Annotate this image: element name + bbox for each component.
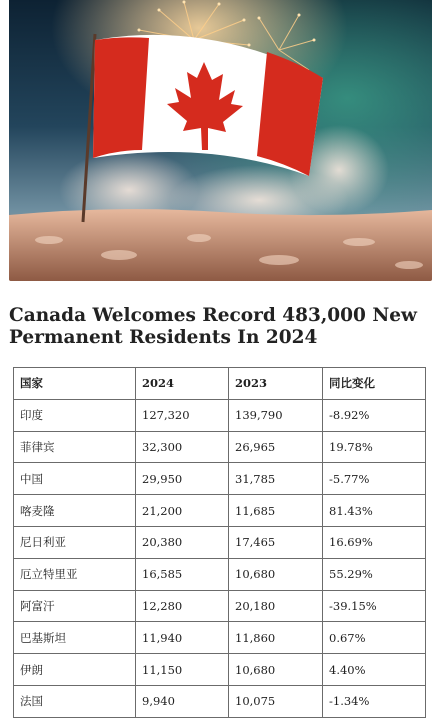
cell-2023: 10,075 <box>229 685 323 717</box>
cell-change: 16.69% <box>323 526 426 558</box>
cell-2023: 139,790 <box>229 399 323 431</box>
cell-change: 81.43% <box>323 495 426 527</box>
table-row <box>14 463 426 495</box>
cell-country: 巴基斯坦 <box>14 622 136 654</box>
cell-2024: 20,380 <box>136 526 229 558</box>
cell-2024: 11,150 <box>136 654 229 686</box>
cell-2023: 10,680 <box>229 654 323 686</box>
table-row <box>14 622 426 654</box>
header-2024: 2024 <box>136 368 229 400</box>
cell-2023: 11,685 <box>229 495 323 527</box>
cell-country: 喀麦隆 <box>14 495 136 527</box>
headline-line-1: Canada Welcomes Record 483,000 New <box>9 305 417 326</box>
cell-country: 阿富汗 <box>14 590 136 622</box>
cell-change: -1.34% <box>323 685 426 717</box>
header-yoy-change: 同比变化 <box>323 368 426 400</box>
cell-change: -5.77% <box>323 463 426 495</box>
cell-2024: 127,320 <box>136 399 229 431</box>
canada-flag-illustration <box>9 0 432 281</box>
table-row <box>14 495 426 527</box>
cell-2023: 20,180 <box>229 590 323 622</box>
cell-country: 印度 <box>14 399 136 431</box>
cell-change: -8.92% <box>323 399 426 431</box>
table-row <box>14 590 426 622</box>
article-headline <box>9 305 429 349</box>
cell-2024: 9,940 <box>136 685 229 717</box>
cell-2023: 17,465 <box>229 526 323 558</box>
table-header-row <box>14 368 426 400</box>
cell-change: 55.29% <box>323 558 426 590</box>
table-row <box>14 558 426 590</box>
table-row <box>14 526 426 558</box>
permanent-residents-table <box>13 367 426 718</box>
hero-image <box>9 0 432 281</box>
table-row <box>14 654 426 686</box>
cell-2024: 29,950 <box>136 463 229 495</box>
table-row <box>14 399 426 431</box>
cell-country: 伊朗 <box>14 654 136 686</box>
cell-2023: 10,680 <box>229 558 323 590</box>
cell-country: 尼日利亚 <box>14 526 136 558</box>
cell-country: 中国 <box>14 463 136 495</box>
cell-2024: 16,585 <box>136 558 229 590</box>
cell-2023: 26,965 <box>229 431 323 463</box>
cell-2024: 12,280 <box>136 590 229 622</box>
cell-2024: 21,200 <box>136 495 229 527</box>
cell-change: 0.67% <box>323 622 426 654</box>
header-country: 国家 <box>14 368 136 400</box>
cell-country: 菲律宾 <box>14 431 136 463</box>
headline-line-2: Permanent Residents In 2024 <box>9 327 318 348</box>
cell-2024: 11,940 <box>136 622 229 654</box>
table-row <box>14 685 426 717</box>
cell-2023: 31,785 <box>229 463 323 495</box>
cell-country: 厄立特里亚 <box>14 558 136 590</box>
table-row <box>14 431 426 463</box>
cell-change: -39.15% <box>323 590 426 622</box>
cell-change: 19.78% <box>323 431 426 463</box>
cell-2023: 11,860 <box>229 622 323 654</box>
cell-2024: 32,300 <box>136 431 229 463</box>
cell-country: 法国 <box>14 685 136 717</box>
header-2023: 2023 <box>229 368 323 400</box>
cell-change: 4.40% <box>323 654 426 686</box>
